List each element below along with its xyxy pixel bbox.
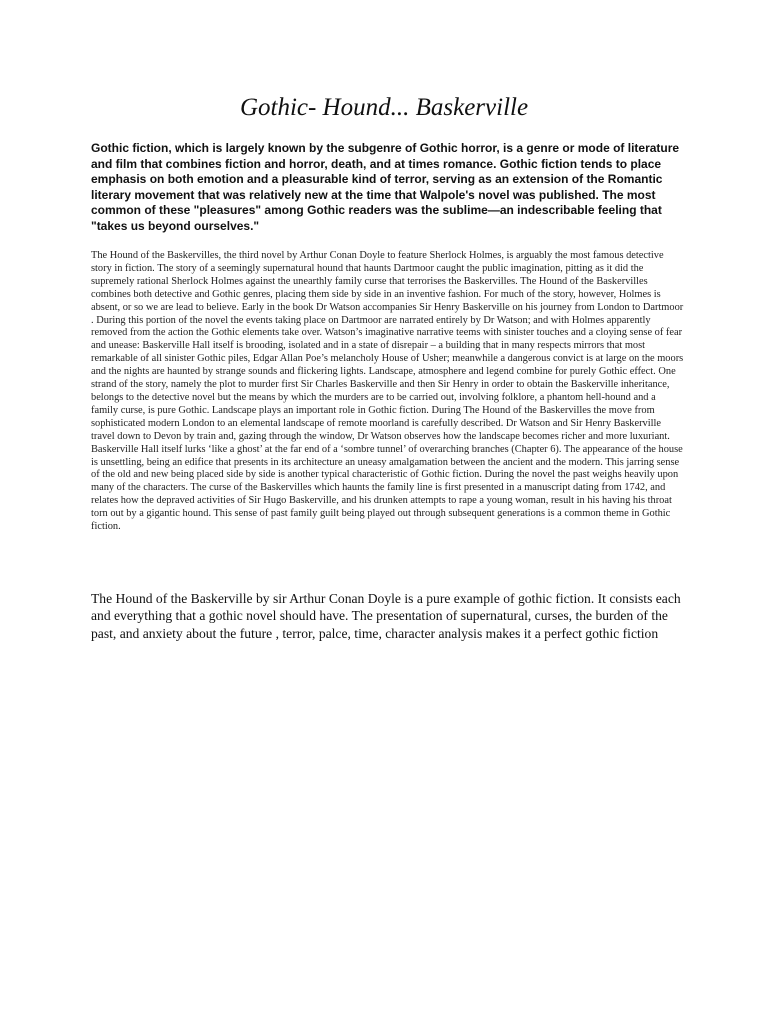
page-title: Gothic- Hound... Baskerville	[239, 94, 529, 121]
intro-paragraph: Gothic fiction, which is largely known by the subgenre of Gothic horror, is a genre or mode of literature and film that combines fiction and horror, death, and at times romance. Gothic fiction tends to place emphasis on both emotion and a pleasurable kind of terror, serving as an extension of the Romantic literary movement that was relatively new at the time that Walpole's novel was published. The most common of these "pleasures" among Gothic readers was the sublime—an indescribable feeling that "takes us beyond ourselves."	[91, 141, 680, 233]
conclusion-paragraph: The Hound of the Baskerville by sir Arthur Conan Doyle is a pure example of gothic fiction. It consists each and everything that a gothic novel should have. The presentation of supernatural, curses, the burden of the past, and anxiety about the future , terror, palce, time, character analysis makes it a perfect gothic fiction	[91, 591, 681, 641]
body-paragraph: The Hound of the Baskervilles, the third novel by Arthur Conan Doyle to feature Sherlock Holmes, is arguably the most famous detective story in fiction. The story of a seemingly supernatural hound that haunts Dartmoor caught the public imagination, pitting as it did the supremely rational Sherlock Holmes against the unearthly family curse that terrorises the Baskervilles. The Hound of the Baskervilles combines both detective and Gothic genres, placing them side by side in an inventive fashion. For much of the story, however, Holmes is absent, or so we are lead to believe. Early in the book Dr Watson accompanies Sir Henry Baskerville on his journey from London to Dartmoor . During this portion of the novel the events taking place on Dartmoor are narrated entirely by Dr Watson; and with Holmes apparently removed from the action the Gothic elements take over. Watson’s imaginative narrative teems with sinister touches and a cloying sense of fear and unease: Baskerville Hall itself is brooding, isolated and in a state of disrepair – a building that in many respects mirrors that most remarkable of all sinister Gothic piles, Edgar Allan Poe’s melancholy House of Usher; meanwhile a dangerous convict is at large on the moors and the nights are haunted by strange sounds and flickering lights. Landscape, atmosphere and legend combine for purely Gothic effect. One strand of the story, namely the plot to murder first Sir Charles Baskerville and then Sir Henry in order to obtain the Baskerville inheritance, belongs to the detective novel but the means by which the murders are to be carried out, involving folklore, a phantom hell-hound and a family curse, is pure Gothic. Landscape plays an important role in Gothic fiction. During The Hound of the Baskervilles the move from sophisticated modern London to an elemental landscape of remote moorland is carefully described. Dr Watson and Sir Henry Baskerville travel down to Devon by train and, gazing through the window, Dr Watson observes how the landscape becomes richer and more luxuriant. Baskerville Hall itself lurks ‘like a ghost’ at the far end of a ‘sombre tunnel’ of overarching branches (Chapter 6). The appearance of the house is unsettling, being an edifice that presents in its architecture an uneasy amalgamation between the ancient and the modern. This jarring sense of the old and new being placed side by side is another typical characteristic of Gothic fiction. During the novel the past weighs heavily upon many of the characters. The curse of the Baskervilles which haunts the family line is first presented in a manuscript dating from 1742, and relates how the depraved activities of Sir Hugo Baskerville, and his drunken attempts to rape a young woman, result in his having his throat torn out by a gigantic hound. This sense of past family guilt being played out through subsequent generations is a common theme in Gothic fiction.	[91, 250, 684, 533]
